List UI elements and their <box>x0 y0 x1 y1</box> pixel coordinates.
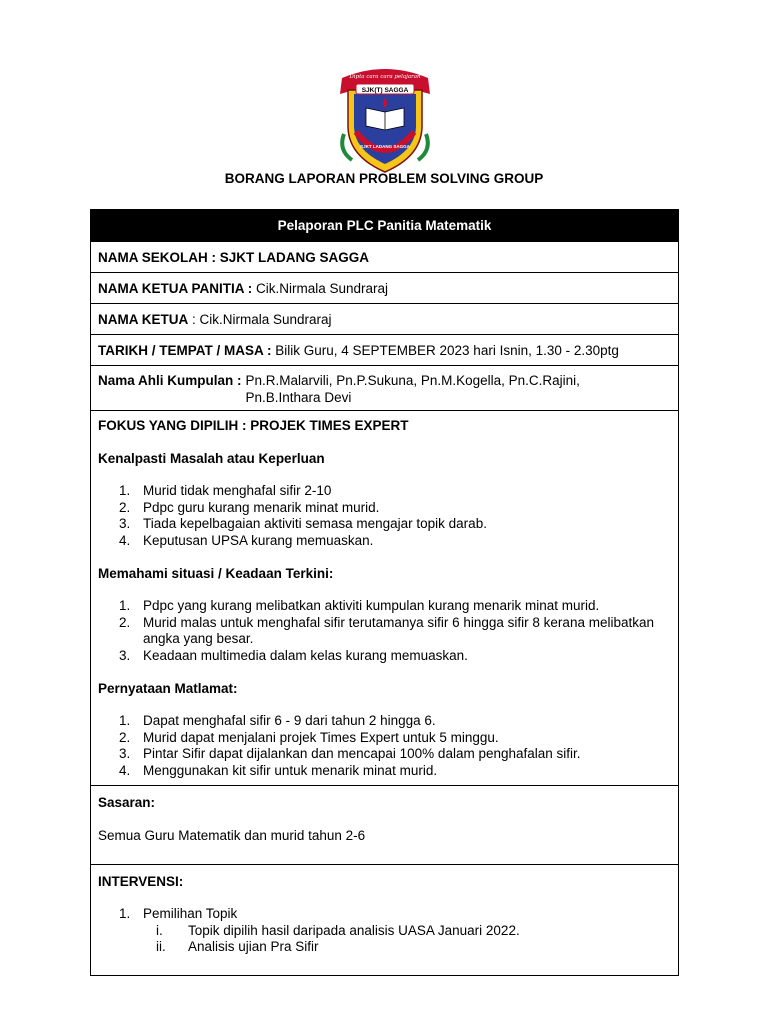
leader-label: NAMA KETUA <box>98 312 189 327</box>
list-item: 1. Murid tidak menghafal sifir 2-10 <box>119 483 332 498</box>
report-form-table <box>90 209 679 976</box>
date-place-time-value: Bilik Guru, 4 SEPTEMBER 2023 hari Isnin, 1.30 - 2.30ptg <box>271 343 619 358</box>
problem-heading: Kenalpasti Masalah atau Keperluan <box>98 451 325 466</box>
intervention-section <box>91 864 678 975</box>
list-item: 1. Pemilihan Topik <box>119 906 238 921</box>
school-crest-logo <box>336 64 434 174</box>
list-item: 3. Keadaan multimedia dalam kelas kurang memuaskan. <box>119 647 468 663</box>
list-item: 2. Murid malas untuk menghafal sifir terutamanya sifir 6 hingga sifir 8 kerana melibatkan angka yang besar. <box>119 614 654 646</box>
target-section <box>91 785 678 864</box>
school-name-label: NAMA SEKOLAH : SJKT LADANG SAGGA <box>98 250 370 265</box>
date-place-time-row <box>91 334 678 365</box>
situation-heading: Memahami situasi / Keadaan Terkini: <box>98 566 334 581</box>
school-name-row <box>91 241 678 272</box>
list-item: 2. Pdpc guru kurang menarik minat murid. <box>119 499 380 515</box>
form-header: Pelaporan PLC Panitia Matematik <box>91 210 678 241</box>
leader-value: : Cik.Nirmala Sundraraj <box>188 312 332 327</box>
target-text: Semua Guru Matematik dan murid tahun 2-6 <box>98 828 366 843</box>
intervention-list <box>98 906 671 923</box>
document-title: BORANG LAPORAN PROBLEM SOLVING GROUP <box>224 171 544 186</box>
panel-head-label: NAMA KETUA PANITIA : <box>98 281 253 296</box>
goal-list <box>98 713 671 779</box>
panel-head-row <box>91 272 678 303</box>
goal-heading: Pernyataan Matlamat: <box>98 681 238 696</box>
list-item: 1. Dapat menghafal sifir 6 - 9 dari tahun 2 hingga 6. <box>119 713 436 728</box>
members-line-2: Pn.B.Inthara Devi <box>245 390 352 405</box>
intervention-heading: INTERVENSI: <box>98 874 184 889</box>
list-item: 4. Keputusan UPSA kurang memuaskan. <box>119 532 374 548</box>
problem-list <box>98 483 671 549</box>
members-row <box>91 365 678 410</box>
list-item: 1. Pdpc yang kurang melibatkan aktiviti kumpulan kurang menarik minat murid. <box>119 598 600 613</box>
list-item: i. Topik dipilih hasil daripada analisis UASA Januari 2022. <box>156 922 520 938</box>
date-place-time-label: TARIKH / TEMPAT / MASA : <box>98 343 272 358</box>
target-heading: Sasaran: <box>98 795 156 810</box>
list-item: 2. Murid dapat menjalani projek Times Expert untuk 5 minggu. <box>119 729 499 745</box>
svg-text:SJK(T) SAGGA: SJK(T) SAGGA <box>361 87 409 94</box>
members-label: Nama Ahli Kumpulan : <box>98 373 242 388</box>
panel-head-value: Cik.Nirmala Sundraraj <box>252 281 389 296</box>
list-item: 4. Menggunakan kit sifir untuk menarik minat murid. <box>119 762 438 778</box>
leader-row <box>91 303 678 334</box>
svg-text:Dipta cara cara pelajaran: Dipta cara cara pelajaran <box>349 74 421 80</box>
list-item: 3. Pintar Sifir dapat dijalankan dan mencapai 100% dalam penghafalan sifir. <box>119 746 581 761</box>
list-item: ii. Analisis ujian Pra Sifir <box>156 939 319 954</box>
focus-section <box>91 410 678 785</box>
list-item: 3. Tiada kepelbagaian aktiviti semasa mengajar topik darab. <box>119 516 487 531</box>
svg-text:SJKT LADANG SAGGA: SJKT LADANG SAGGA <box>360 144 410 149</box>
situation-list <box>98 598 671 664</box>
focus-title: FOKUS YANG DIPILIH : PROJEK TIMES EXPERT <box>98 418 409 433</box>
intervention-sub-list <box>98 923 671 956</box>
members-line-1: Pn.R.Malarvili, Pn.P.Sukuna, Pn.M.Kogella, Pn.C.Rajini, <box>245 373 580 388</box>
